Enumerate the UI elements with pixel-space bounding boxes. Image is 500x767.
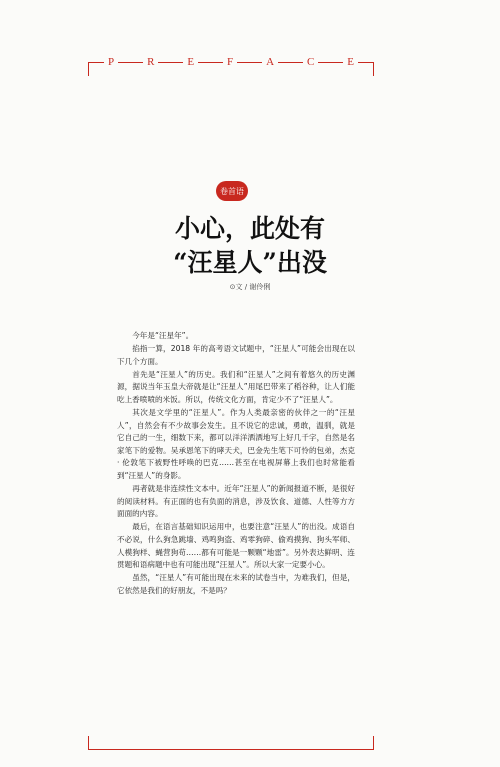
section-badge: 卷首语 [216, 181, 248, 201]
paragraph: 虽然，“汪星人”有可能出现在未来的试卷当中，为难我们，但是，它依然是我们的好朋友，不是吗？ [117, 573, 355, 595]
paragraph: 其次是文学里的“汪星人”。作为人类最亲密的伙伴之一的“汪星人”，自然会有不少故事会发生。且不说它的忠诚，勇敢，温驯，就是它自己的一生，细数下来，都可以洋洋洒洒地写上好几千字，自然是名家笔下的爱物。吴承恩笔下的哮天犬，巴金先生笔下可怜的包弟，杰克 · 伦敦笔下被野性呼唤的巴克……甚至在电视屏幕上我们也时常能看到“汪星人”的身影。 [117, 408, 355, 481]
title-line-2: “汪星人”出没 [173, 248, 327, 277]
preface-letter: A [262, 56, 278, 70]
paragraph: 首先是“汪星人”的历史。我们和“汪星人”之间有着悠久的历史渊源，据说当年玉皇大帝就是让“汪星人”用尾巴带来了稻谷种，让人们能吃上香喷喷的米饭。所以，传统文化方面，肯定少不了“汪星人”。 [117, 369, 355, 404]
page-title [90, 212, 410, 280]
article-body [117, 330, 355, 598]
preface-letter: P [104, 56, 118, 70]
preface-letter: E [183, 56, 198, 70]
preface-letter: R [143, 56, 158, 70]
title-line-1: 小心，此处有 [174, 214, 325, 243]
preface-letter: F [223, 56, 237, 70]
paragraph: 掐指一算，2018 年的高考语文试题中，“汪星人”可能会出现在以下几个方面。 [117, 344, 355, 366]
paragraph: 最后，在语言基础知识运用中，也要注意“汪星人”的出没。成语自不必说，什么狗急跳墙、鸡鸣狗盗、鸡零狗碎、偷鸡摸狗、狗头军师、人模狗样、蝇营狗苟……都有可能是一颗颗“地雷”。另外表达鲜明、连贯题和语病题中也有可能出现“汪星人”。所以大家一定要小心。 [117, 522, 355, 570]
author-byline: ⊙文 / 谢伶俐 [229, 283, 271, 291]
preface-letter: C [303, 56, 318, 70]
paragraph: 再者就是非连续性文本中。近年“汪星人”的新闻报道不断，是很好的阅读材料。有正面的也有负面的消息，涉及饮食、道德、人性等方方面面的内容。 [117, 484, 355, 519]
preface-header [88, 56, 374, 70]
preface-letter: E [343, 56, 358, 70]
paragraph: 今年是“汪星年”。 [132, 331, 194, 340]
bottom-frame-bracket [88, 736, 374, 750]
